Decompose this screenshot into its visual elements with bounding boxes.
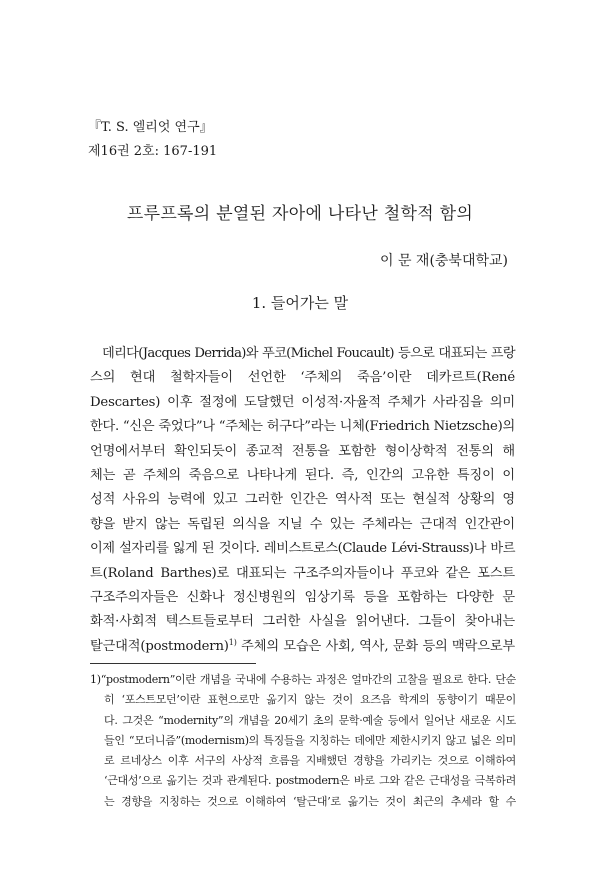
footnote (90, 670, 516, 812)
section-heading: 1. 들어가는 말 (251, 294, 349, 312)
body-line: 이제 설자리를 잃게 된 것이다. 레비스트로스(Claude Lévi-Strauss)나 바르 (90, 541, 515, 557)
footnote-line: 1)“postmodern”이란 개념을 국내에 수용하는 과정은 얼마간의 고찰을 필요로 한다. 단순 (90, 673, 516, 686)
journal-name: 『T. S. 엘리엇 연구』 (88, 120, 213, 135)
paper-title: 프루프록의 분열된 자아에 나타난 철학적 함의 (126, 204, 474, 224)
footnote-line: 는 경향을 지칭하는 것으로 이해하여 ‘탈근대’로 옮기는 것이 최근의 추세라 할 수 (104, 794, 516, 808)
footnote-line: ‘근대성’으로 옮기는 것과 관계된다. postmodern은 바로 그와 같은 근대성을 극복하려 (104, 774, 516, 788)
body-line: 성적 사유의 능력에 있고 그러한 인간은 역사적 또는 현실적 상황의 영 (90, 492, 515, 508)
body-line: 구조주의자들은 신화나 정신병원의 임상기록 등을 포함하는 다양한 문 (90, 589, 515, 605)
author-affiliation: 이 문 재(충북대학교) (379, 253, 508, 269)
body-line: 향을 받지 않는 독립된 의식을 지닐 수 있는 주체라는 근대적 인간관이 (90, 516, 515, 532)
footnote-divider (90, 663, 256, 664)
body-line-text: 주체의 모습은 사회, 역사, 문화 등의 맥락으로부 (236, 638, 515, 654)
body-line: Descartes) 이후 절정에 도달했던 이성적·자율적 주체가 사라짐을 의미 (90, 394, 515, 410)
body-line: 스의 현대 철학자들이 선언한 ‘주체의 죽음’이란 데카르트(René (90, 370, 515, 386)
footnote-line: 히 ‘포스트모던’이란 표현으로만 옮기지 않는 것이 요즈음 학계의 동향이기 때문이 (104, 693, 516, 707)
body-line: 트(Roland Barthes)로 대표되는 구조주의자들이나 푸코와 같은 포스트 (90, 565, 515, 581)
footnote-reference: 1) (228, 637, 237, 647)
body-text (90, 342, 515, 659)
body-line: 체는 곧 주체의 죽음으로 나타나게 된다. 즉, 인간의 고유한 특징이 이 (90, 467, 515, 483)
footnote-line: 로 르네상스 이후 서구의 사상적 흐름을 지배했던 경향을 가리키는 것으로 이해하여 (104, 754, 516, 768)
body-line-text: 탈근대적(postmodern) (90, 638, 229, 654)
body-line-with-note (90, 635, 515, 659)
footnote-line: 다. 그것은 “modernity”의 개념을 20세기 초의 문학·예술 등에서 일어난 새로운 시도 (104, 713, 516, 727)
journal-issue: 제16권 2호: 167-191 (88, 144, 218, 159)
body-line: 화적·사회적 텍스트들로부터 그러한 사실을 읽어낸다. 그들이 찾아내는 (90, 614, 515, 630)
footnote-line: 들인 “모더니즘”(modernism)의 특징들을 지칭하는 데에만 제한시키지 않고 넓은 의미 (104, 733, 516, 747)
body-line: 한다. “신은 죽었다”나 “주체는 허구다”라는 니체(Friedrich Nietzsche)의 (90, 419, 515, 435)
body-line: 데리다(Jacques Derrida)와 푸코(Michel Foucault) 등으로 대표되는 프랑 (102, 346, 515, 361)
body-line: 언명에서부터 확인되듯이 종교적 전통을 포함한 형이상학적 전통의 해 (90, 443, 515, 459)
